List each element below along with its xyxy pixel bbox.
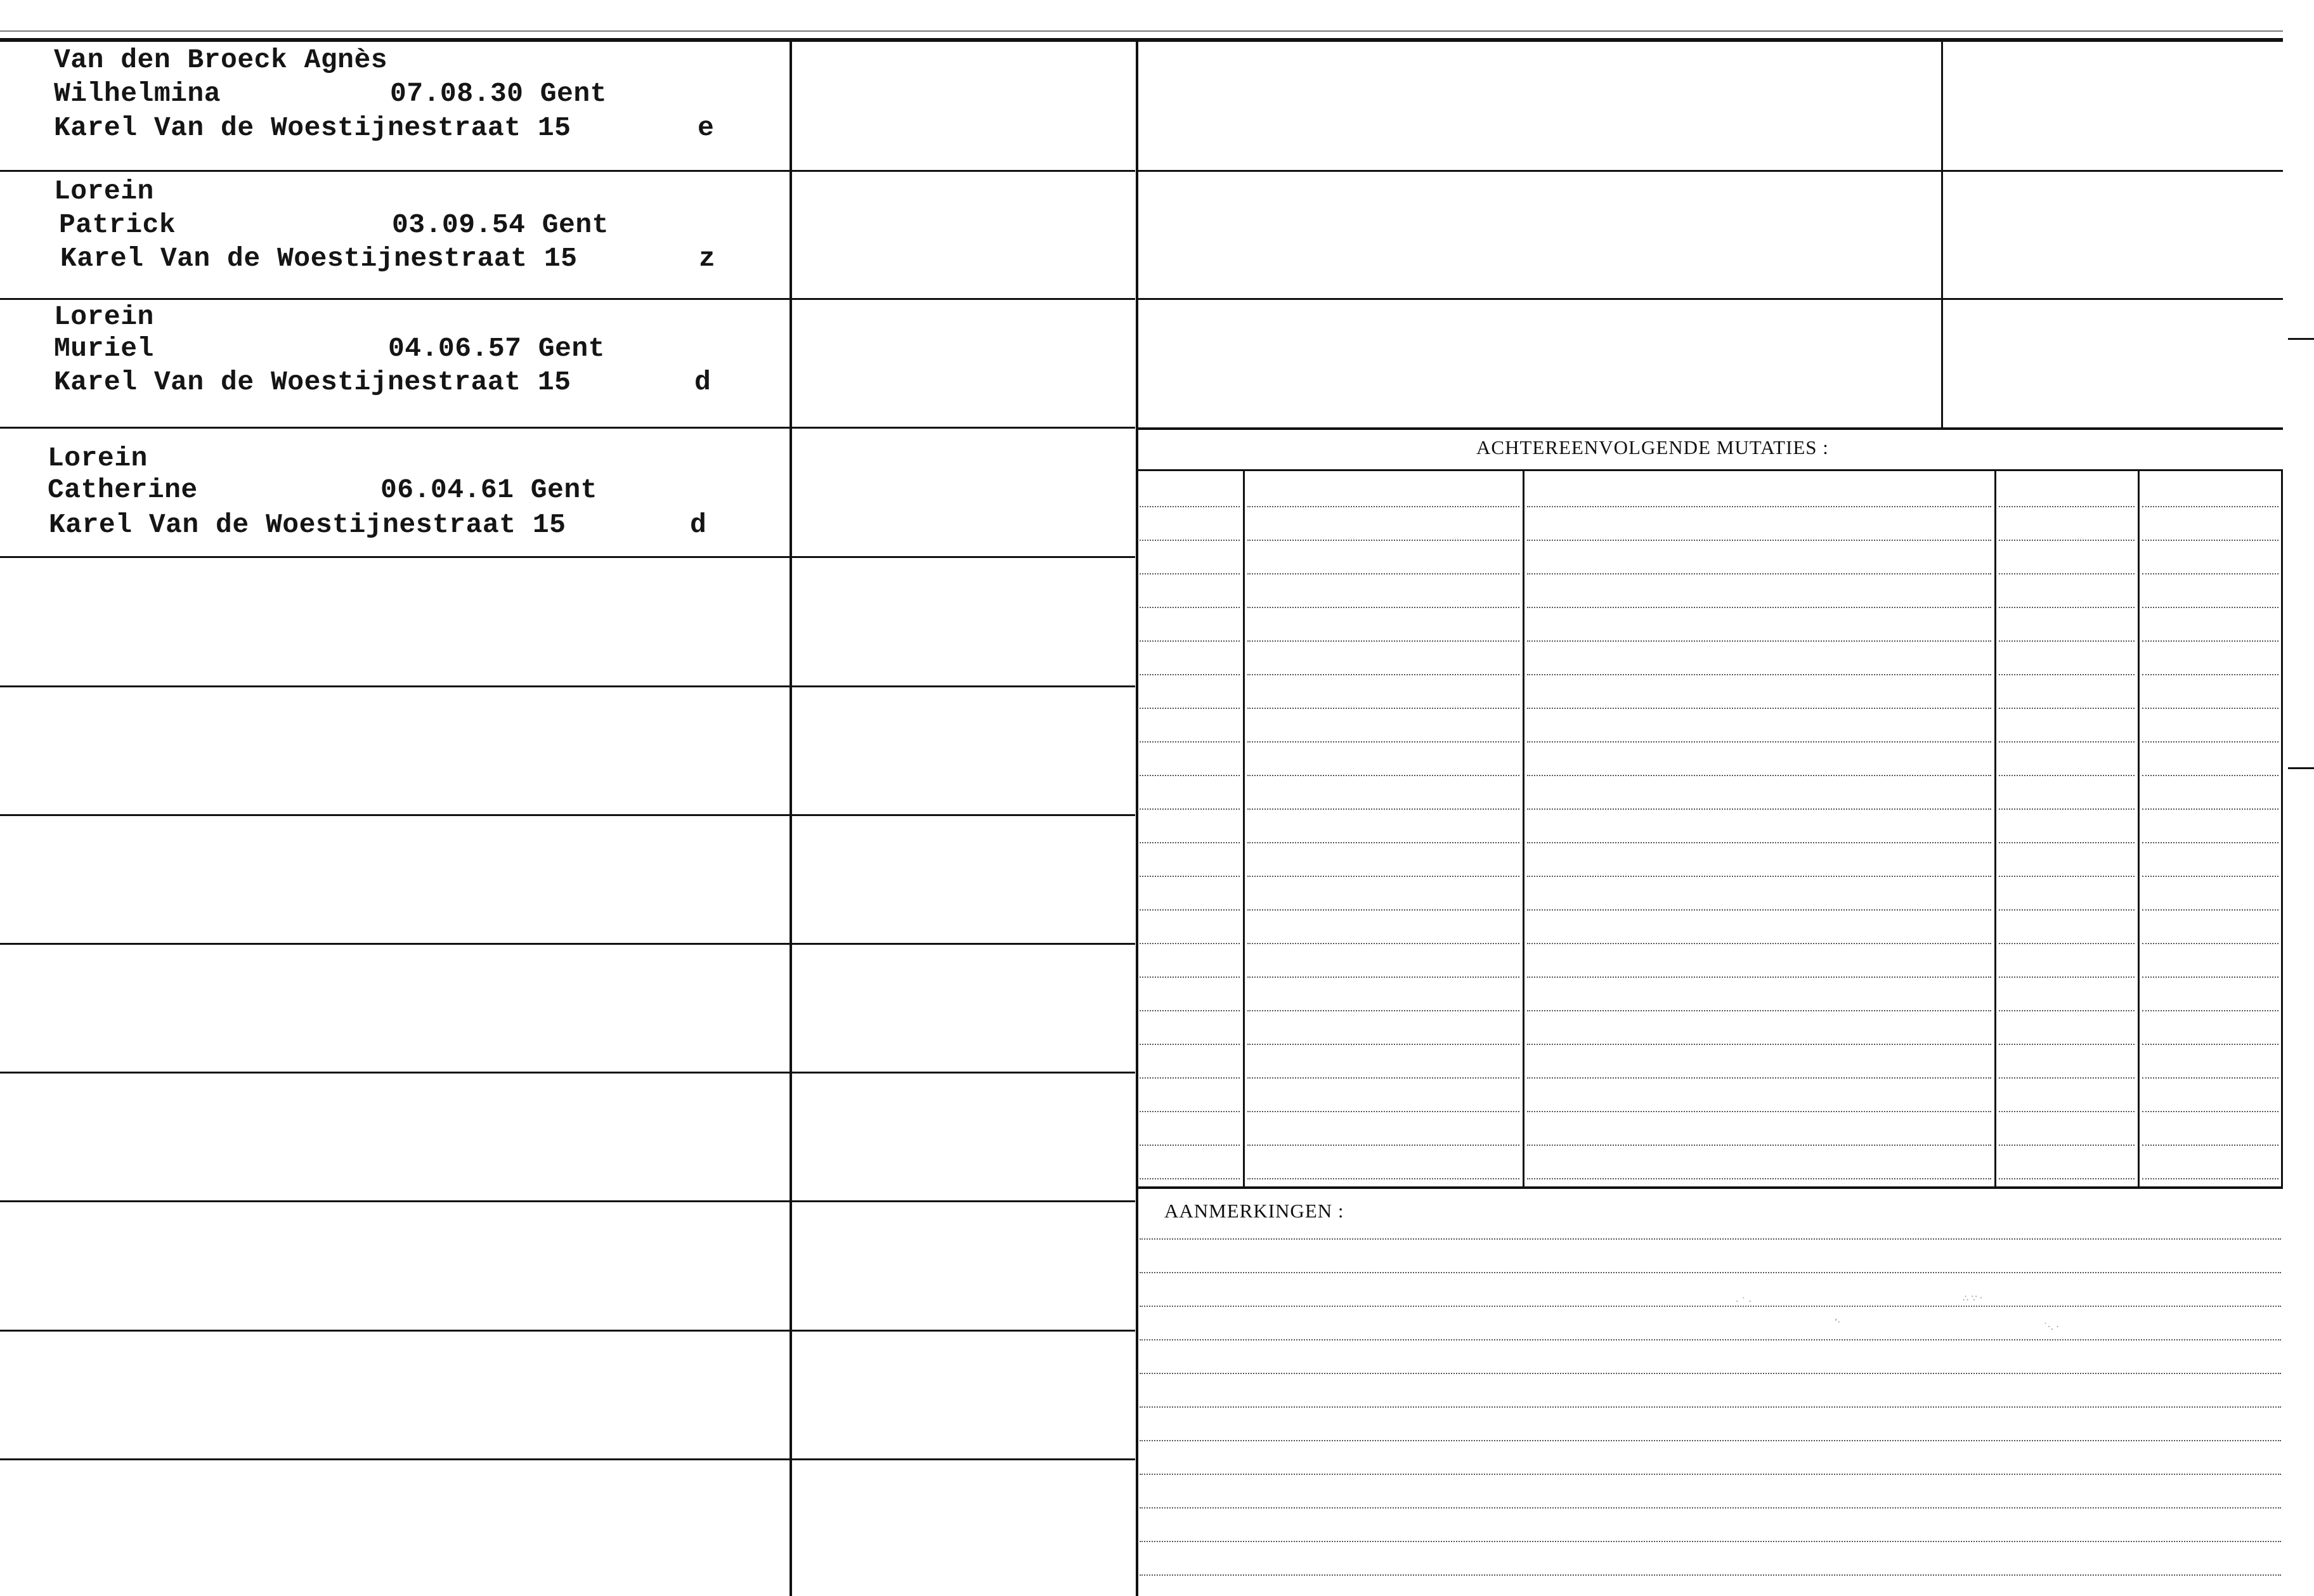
- mutations-col-2: [1523, 470, 1524, 1188]
- mutations-top-border: [1137, 469, 2283, 471]
- mutation-rule-line: [1247, 909, 1519, 911]
- mutation-rule-line: [2142, 1010, 2278, 1011]
- remark-rule-line: [1140, 1373, 2281, 1374]
- mutation-rule-line: [1999, 741, 2135, 743]
- mutation-rule-line: [1527, 607, 1991, 608]
- mutation-rule-line: [2142, 943, 2278, 944]
- mutation-rule-line: [1140, 909, 1240, 911]
- mutation-rule-line: [1247, 1077, 1519, 1079]
- mutation-rule-line: [1527, 808, 1991, 810]
- margin-tick-1: [2288, 338, 2314, 340]
- mutation-rule-line: [1140, 674, 1240, 675]
- mutation-rule-line: [1247, 640, 1519, 642]
- mutation-rule-line: [1247, 842, 1519, 843]
- entry-4-code: d: [690, 509, 707, 540]
- mutation-rule-line: [1999, 540, 2135, 541]
- entry-2-firstname: Patrick: [59, 209, 176, 240]
- mutation-rule-line: [1247, 1178, 1519, 1179]
- mutation-rule-line: [1527, 842, 1991, 843]
- mutation-rule-line: [1140, 1145, 1240, 1146]
- mutation-rule-line: [1999, 1111, 2135, 1112]
- mutation-rule-line: [1247, 540, 1519, 541]
- mutations-col-4: [2138, 470, 2140, 1188]
- mutation-rule-line: [1999, 808, 2135, 810]
- mutation-rule-line: [1527, 1145, 1991, 1146]
- mutation-rule-line: [1999, 775, 2135, 776]
- mutation-rule-line: [1999, 674, 2135, 675]
- mutation-rule-line: [1140, 775, 1240, 776]
- center-divider: [1136, 41, 1138, 1596]
- mutation-rule-line: [1140, 1178, 1240, 1179]
- top-border: [0, 38, 2283, 42]
- entry-4-address: Karel Van de Woestijnestraat 15: [49, 509, 566, 540]
- mutation-rule-line: [2142, 1145, 2278, 1146]
- mutation-rule-line: [1140, 808, 1240, 810]
- mutation-rule-line: [2142, 775, 2278, 776]
- mutation-rule-line: [1527, 976, 1991, 978]
- mutation-rule-line: [1999, 909, 2135, 911]
- mutation-rule-line: [2142, 976, 2278, 978]
- mutation-rule-line: [1999, 1044, 2135, 1045]
- entry-3-firstname: Muriel: [54, 333, 154, 364]
- row-line-11: [0, 1458, 1135, 1460]
- mutation-rule-line: [1247, 976, 1519, 978]
- entry-4-surname: Lorein: [48, 443, 148, 474]
- mutations-header: ACHTEREENVOLGENDE MUTATIES :: [1476, 436, 1829, 458]
- mutation-rule-line: [1247, 573, 1519, 574]
- remarks-header: AANMERKINGEN :: [1164, 1200, 1344, 1222]
- mutation-rule-line: [2142, 1178, 2278, 1179]
- mutation-rule-line: [2142, 741, 2278, 743]
- mutation-rule-line: [1527, 1178, 1991, 1179]
- mutation-rule-line: [1999, 573, 2135, 574]
- mutation-rule-line: [2142, 607, 2278, 608]
- mutations-right-border: [2281, 470, 2283, 1188]
- mutations-bottom-border: [1137, 1186, 2283, 1189]
- mutation-rule-line: [1140, 640, 1240, 642]
- mutation-rule-line: [1140, 1010, 1240, 1011]
- entry-2-surname: Lorein: [54, 176, 154, 207]
- mutation-rule-line: [1999, 1077, 2135, 1079]
- mutation-rule-line: [1527, 775, 1991, 776]
- entry-3-surname: Lorein: [54, 301, 154, 332]
- mutation-rule-line: [1140, 573, 1240, 574]
- mutation-rule-line: [1527, 909, 1991, 911]
- mutation-rule-line: [1247, 674, 1519, 675]
- mutation-rule-line: [1140, 876, 1240, 877]
- mutation-rule-line: [1527, 741, 1991, 743]
- entry-2-address: Karel Van de Woestijnestraat 15: [60, 243, 578, 274]
- scan-speck: ʼ‧: [1835, 1318, 1840, 1328]
- mutation-rule-line: [1140, 842, 1240, 843]
- mutation-rule-line: [2142, 674, 2278, 675]
- remark-rule-line: [1140, 1339, 2281, 1340]
- mutation-rule-line: [1247, 943, 1519, 944]
- entry-3-birth: 04.06.57 Gent: [388, 333, 605, 364]
- mutation-rule-line: [2142, 573, 2278, 574]
- remark-rule-line: [1140, 1440, 2281, 1441]
- left-column-divider: [790, 41, 792, 1596]
- entry-2-birth: 03.09.54 Gent: [392, 209, 609, 240]
- right-row-line-3: [1137, 427, 2283, 430]
- row-line-1: [0, 170, 1135, 172]
- top-border-thin: [0, 30, 2283, 32]
- row-line-8: [0, 1072, 1135, 1074]
- mutation-rule-line: [1247, 741, 1519, 743]
- entry-3-code: d: [694, 367, 712, 398]
- entry-1-birth: 07.08.30 Gent: [390, 78, 607, 109]
- mutation-rule-line: [1527, 708, 1991, 709]
- mutation-rule-line: [1140, 1044, 1240, 1045]
- mutation-rule-line: [1140, 708, 1240, 709]
- mutation-rule-line: [1247, 775, 1519, 776]
- mutation-rule-line: [1999, 607, 2135, 608]
- mutation-rule-line: [1527, 1111, 1991, 1112]
- scan-speck: ∴ ∵ ‧: [1963, 1294, 1983, 1304]
- mutation-rule-line: [1527, 1077, 1991, 1079]
- mutation-rule-line: [1247, 607, 1519, 608]
- mutation-rule-line: [1527, 573, 1991, 574]
- row-line-9: [0, 1200, 1135, 1202]
- right-upper-divider: [1941, 41, 1943, 429]
- entry-1-address: Karel Van de Woestijnestraat 15: [54, 112, 571, 143]
- remark-rule-line: [1140, 1272, 2281, 1273]
- mutation-rule-line: [1999, 976, 2135, 978]
- mutation-rule-line: [2142, 506, 2278, 507]
- mutation-rule-line: [1527, 640, 1991, 642]
- mutation-rule-line: [1527, 1010, 1991, 1011]
- right-row-line-1: [1137, 170, 2283, 172]
- mutation-rule-line: [1140, 1077, 1240, 1079]
- remark-rule-line: [1140, 1541, 2281, 1542]
- row-line-10: [0, 1330, 1135, 1332]
- remark-rule-line: [1140, 1238, 2281, 1240]
- mutation-rule-line: [2142, 1077, 2278, 1079]
- mutation-rule-line: [1999, 708, 2135, 709]
- mutation-rule-line: [1999, 943, 2135, 944]
- mutation-rule-line: [2142, 876, 2278, 877]
- mutation-rule-line: [1527, 943, 1991, 944]
- mutation-rule-line: [1999, 1145, 2135, 1146]
- row-line-2: [0, 298, 1135, 300]
- mutation-rule-line: [1527, 506, 1991, 507]
- margin-tick-2: [2288, 767, 2314, 769]
- row-line-6: [0, 814, 1135, 816]
- mutation-rule-line: [1527, 876, 1991, 877]
- row-line-5: [0, 685, 1135, 687]
- entry-2-code: z: [699, 243, 716, 274]
- mutation-rule-line: [1999, 842, 2135, 843]
- mutation-rule-line: [2142, 1044, 2278, 1045]
- mutation-rule-line: [1999, 1010, 2135, 1011]
- mutation-rule-line: [1140, 943, 1240, 944]
- row-line-3: [0, 427, 1135, 429]
- mutation-rule-line: [2142, 842, 2278, 843]
- mutation-rule-line: [2142, 909, 2278, 911]
- mutation-rule-line: [1247, 506, 1519, 507]
- mutation-rule-line: [1527, 674, 1991, 675]
- mutation-rule-line: [1140, 506, 1240, 507]
- row-line-7: [0, 943, 1135, 945]
- mutations-col-1: [1243, 470, 1245, 1188]
- mutations-col-3: [1994, 470, 1996, 1188]
- mutation-rule-line: [1999, 876, 2135, 877]
- entry-4-birth: 06.04.61 Gent: [380, 474, 597, 505]
- row-line-4: [0, 556, 1135, 558]
- mutation-rule-line: [1140, 540, 1240, 541]
- mutation-rule-line: [1247, 808, 1519, 810]
- mutation-rule-line: [2142, 808, 2278, 810]
- entry-1-code: e: [698, 112, 715, 143]
- mutation-rule-line: [1527, 1044, 1991, 1045]
- entry-1-firstname: Wilhelmina: [54, 78, 221, 109]
- mutation-rule-line: [1247, 876, 1519, 877]
- right-row-line-2: [1137, 298, 2283, 300]
- mutation-rule-line: [2142, 540, 2278, 541]
- entry-1-surname: Van den Broeck Agnès: [54, 44, 388, 75]
- mutation-rule-line: [1247, 1111, 1519, 1112]
- mutation-rule-line: [2142, 1111, 2278, 1112]
- mutation-rule-line: [2142, 640, 2278, 642]
- mutation-rule-line: [1140, 1111, 1240, 1112]
- remark-rule-line: [1140, 1474, 2281, 1475]
- remark-rule-line: [1140, 1406, 2281, 1408]
- mutation-rule-line: [1247, 1010, 1519, 1011]
- mutation-rule-line: [1247, 1145, 1519, 1146]
- mutation-rule-line: [1247, 708, 1519, 709]
- scan-speck: · ˙ ·: [1736, 1297, 1752, 1307]
- entry-3-address: Karel Van de Woestijnestraat 15: [54, 367, 571, 398]
- mutation-rule-line: [1999, 1178, 2135, 1179]
- mutation-rule-line: [1140, 976, 1240, 978]
- mutation-rule-line: [1999, 506, 2135, 507]
- mutation-rule-line: [1140, 607, 1240, 608]
- entry-4-firstname: Catherine: [48, 474, 198, 505]
- remark-rule-line: [1140, 1507, 2281, 1508]
- mutation-rule-line: [1247, 1044, 1519, 1045]
- mutation-rule-line: [1999, 640, 2135, 642]
- remark-rule-line: [1140, 1574, 2281, 1576]
- scan-speck: ˙·. ·: [2043, 1322, 2059, 1332]
- mutation-rule-line: [1527, 540, 1991, 541]
- mutation-rule-line: [2142, 708, 2278, 709]
- mutation-rule-line: [1140, 741, 1240, 743]
- remark-rule-line: [1140, 1306, 2281, 1307]
